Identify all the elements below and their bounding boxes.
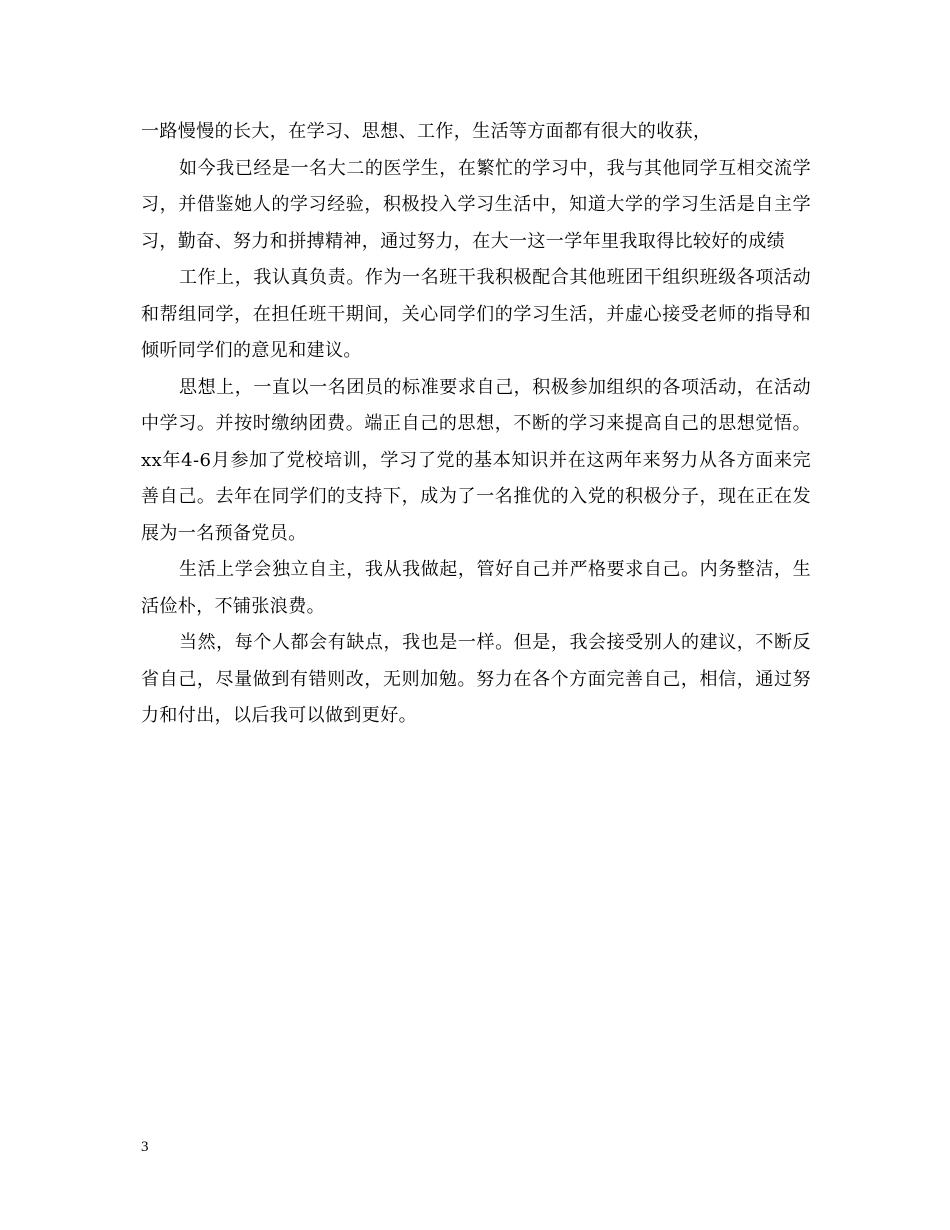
paragraph-4: 思想上，一直以一名团员的标准要求自己，积极参加组织的各项活动，在活动中学习。并按时缴纳团费。端正自己的思想，不断的学习来提高自己的思想觉悟。xx年4-6月参加了党校培训，学习了党的基本知识并在这两年来努力从各方面来完善自己。去年在同学们的支持下，成为了一名推优的入党的积极分子，现在正在发展为一名预备党员。 xyxy=(141,376,811,544)
page-number: 3 xyxy=(141,1139,149,1155)
paragraph-5: 生活上学会独立自主，我从我做起，管好自己并严格要求自己。内务整洁，生活俭朴，不铺张浪费。 xyxy=(141,559,811,617)
paragraph-2: 如今我已经是一名大二的医学生，在繁忙的学习中，我与其他同学互相交流学习，并借鉴她人的学习经验，积极投入学习生活中，知道大学的学习生活是自主学习，勤奋、努力和拼搏精神，通过努力，在大一这一学年里我取得比较好的成绩 xyxy=(141,157,811,252)
paragraph-6: 当然，每个人都会有缺点，我也是一样。但是，我会接受别人的建议，不断反省自己，尽量做到有错则改，无则加勉。努力在各个方面完善自己，相信，通过努力和付出，以后我可以做到更好。 xyxy=(141,632,811,726)
paragraph-3: 工作上，我认真负责。作为一名班干我积极配合其他班团干组织班级各项活动和帮组同学，在担任班干期间，关心同学们的学习生活，并虚心接受老师的指导和倾听同学们的意见和建议。 xyxy=(141,267,811,361)
document-body xyxy=(141,114,811,735)
paragraph-1: 一路慢慢的长大，在学习、思想、工作，生活等方面都有很大的收获， xyxy=(141,121,712,142)
